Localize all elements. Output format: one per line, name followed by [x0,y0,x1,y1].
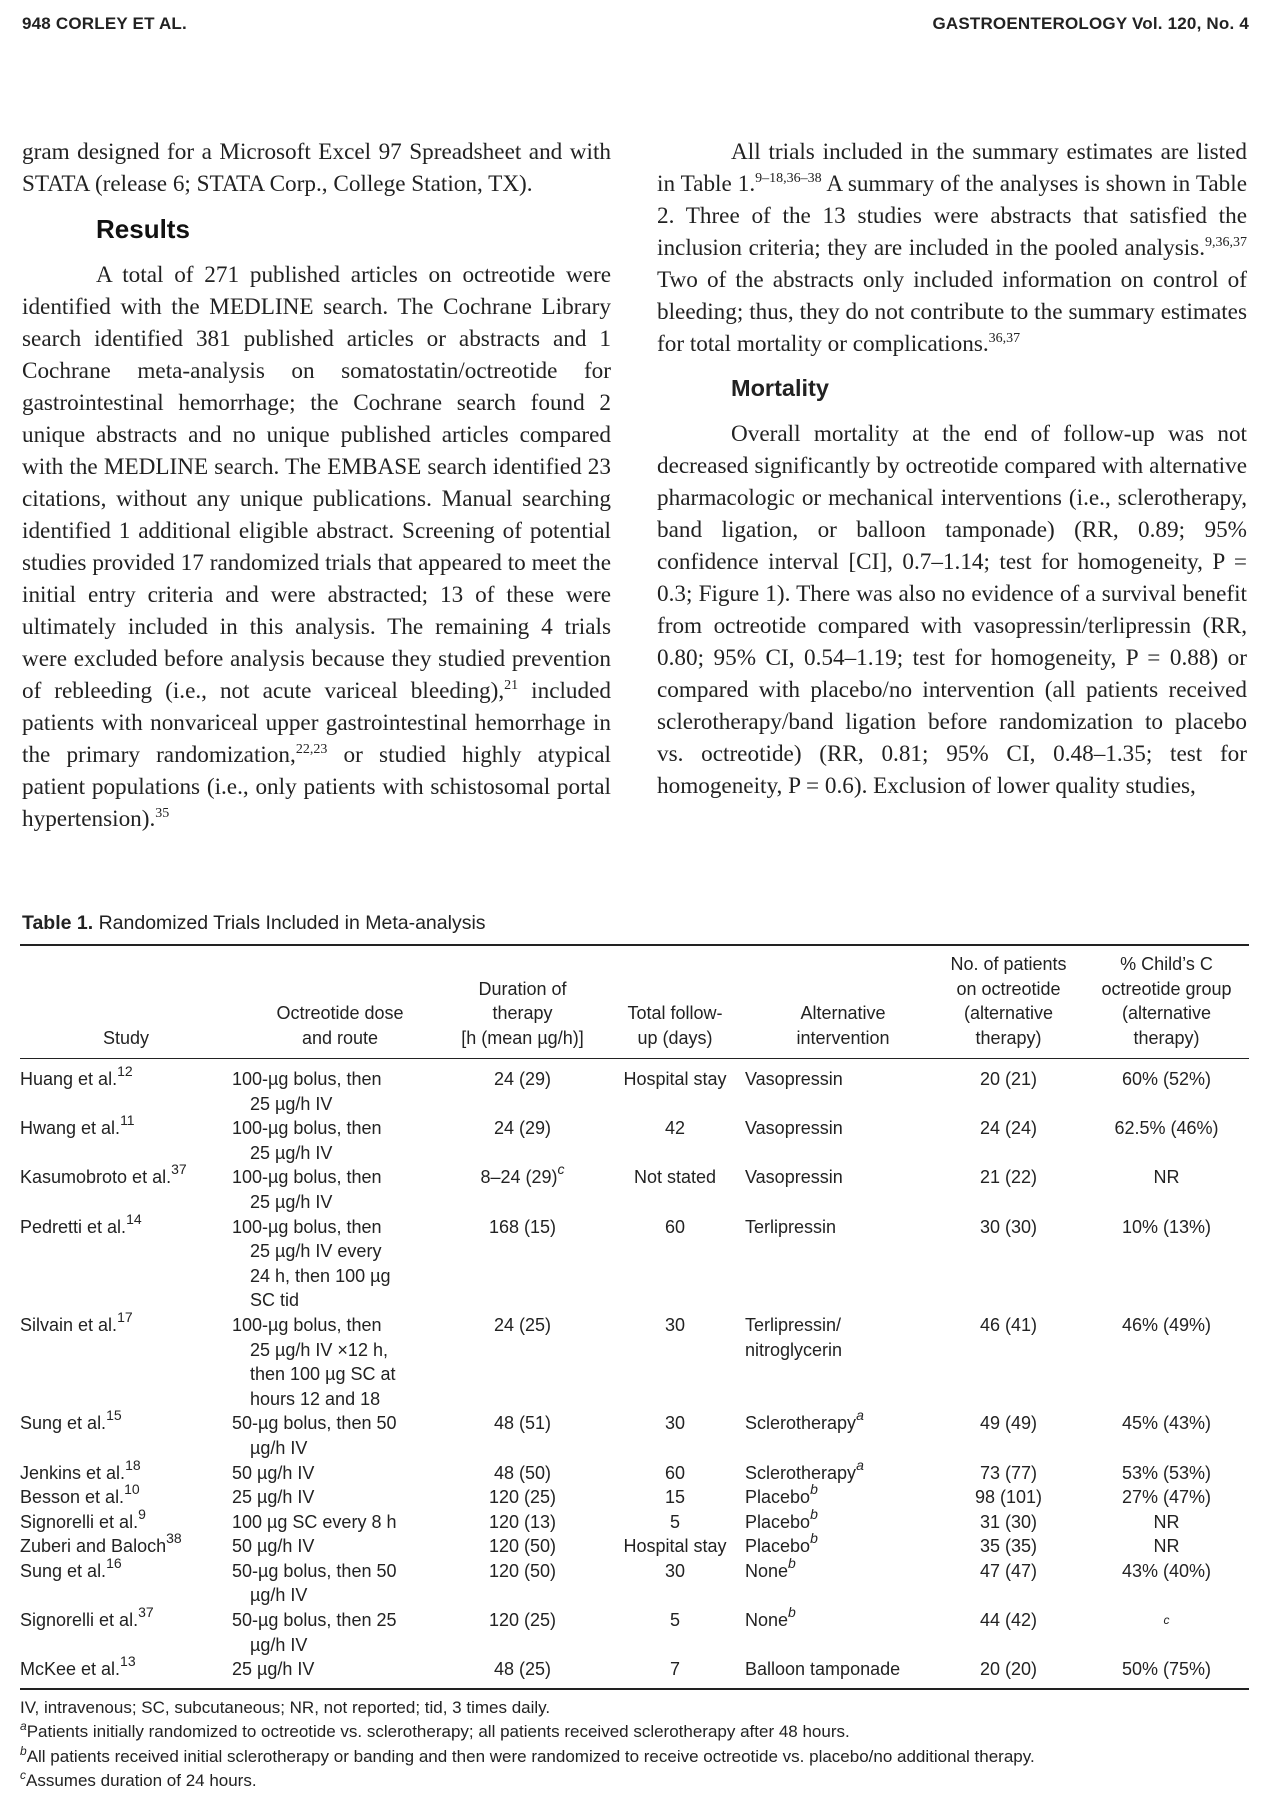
cell-study-mark: 37 [138,1604,154,1621]
cell-followup [605,1313,745,1411]
cell-study-mark: 16 [106,1554,122,1571]
cell-study [20,1407,232,1460]
cell-patients-text: 31 (30) [979,1511,1038,1532]
cell-patients-text: 98 (101) [974,1487,1043,1508]
cell-followup-text: 60 [664,1216,686,1237]
cell-duration-text: 120 (13) [488,1511,557,1532]
cell-dose [232,1165,440,1214]
right-column [657,136,1247,802]
dose-line: 50-µg bolus, then 50 [232,1560,397,1581]
cell-study [20,1554,232,1608]
cell-followup [605,1116,745,1165]
cell-patients [933,1559,1084,1608]
cell-patients-text: 46 (41) [979,1314,1038,1335]
cell-patients [933,1534,1084,1559]
cell-alternative [745,1067,933,1116]
cell-childs-c-text: NR [1153,1511,1180,1532]
cell-study-mark: 13 [120,1653,136,1670]
dose-line: 25 µg/h IV [250,1142,333,1163]
cell-alternative-text: Vasopressin [745,1167,843,1188]
cell-alternative [745,1215,933,1313]
paragraph [657,136,1247,360]
cell-patients-text: 20 (21) [979,1069,1038,1089]
cell-study-mark: 9 [138,1505,146,1522]
cell-study [20,1481,232,1510]
column-header-dose: Octreotide dose and route [276,1003,404,1048]
cell-alternative-text: None [745,1560,789,1581]
cell-duration-text: 120 (50) [488,1536,557,1557]
cell-childs-c [1084,1510,1249,1535]
cell-followup [605,1165,745,1214]
cell-duration-text: 24 (29) [493,1069,552,1089]
cell-alternative [745,1116,933,1165]
table-row [20,1407,1249,1460]
cell-patients-text: 30 (30) [979,1216,1038,1237]
cell-study-mark: 12 [117,1063,133,1079]
cell-patients [933,1485,1084,1510]
footnote [20,1745,1249,1770]
cell-duration [440,1559,605,1608]
cell-alternative [745,1554,933,1608]
cell-study-text: Sung et al. [20,1413,107,1434]
cell-followup-text: 30 [664,1413,686,1434]
cell-followup-text: Not stated [633,1167,717,1188]
cell-alternative-text: None [745,1610,789,1631]
cell-childs-c-text: NR [1153,1167,1180,1188]
cell-alternative [745,1456,933,1486]
cell-patients [933,1608,1084,1657]
cell-childs-c [1084,1067,1249,1116]
cell-patients [933,1411,1084,1460]
dose-line: SC tid [250,1290,300,1311]
cell-followup [605,1534,745,1559]
column-header-childs-c: % Child’s C octreotide group (alternative therapy) [1101,954,1232,1048]
cell-study-text: Signorelli et al. [20,1610,139,1631]
cell-followup [605,1485,745,1510]
cell-patients [933,1215,1084,1313]
cell-dose-text: 50 µg/h IV [232,1462,315,1483]
cell-followup [605,1657,745,1682]
footnote [20,1720,1249,1745]
dose-line: µg/h IV [250,1634,308,1655]
cell-childs-c [1084,1215,1249,1313]
text-run: A summary of the analyses is shown in Table 2. Three of the 13 studies were abstracts that satisfied the inclusion criteria; they are included in the pooled analysis. [657,171,1248,261]
cell-alternative-mark: b [788,1554,796,1571]
footnote-mark: c [20,1768,26,1783]
cell-study-text: McKee et al. [20,1659,121,1680]
cell-duration-text: 48 (25) [493,1659,552,1680]
dose-line: 100-µg bolus, then [232,1118,382,1139]
cell-duration [440,1485,605,1510]
cell-duration [440,1313,605,1411]
cell-patients-text: 21 (22) [979,1167,1038,1188]
dose-line: 100-µg bolus, then [232,1216,382,1237]
cell-alternative-text: Placebo [745,1536,811,1557]
cell-followup [605,1215,745,1313]
cell-alternative-text: Sclerotherapy [745,1413,857,1434]
column-header-alternative: Alternative intervention [796,1003,890,1048]
section-heading-mortality: Mortality [731,375,829,401]
cell-patients-text: 49 (49) [979,1413,1038,1434]
cell-childs-c [1084,1559,1249,1608]
paragraph: gram designed for a Microsoft Excel 97 Spreadsheet and with STATA (release 6; STATA Corp., College Station, TX). [22,139,611,197]
cell-childs-c [1084,1608,1249,1657]
cell-followup-text: 42 [664,1118,686,1139]
cell-followup-text: 30 [664,1560,686,1581]
cell-duration [440,1510,605,1535]
cell-study [20,1505,232,1535]
dose-line: µg/h IV [250,1437,308,1458]
cell-followup-text: 30 [664,1314,686,1335]
section-heading-results: Results [96,214,190,244]
cell-duration [440,1534,605,1559]
left-column [22,136,611,835]
cell-followup-text: Hospital stay [623,1536,727,1557]
cell-childs-c-text: 60% (52%) [1121,1069,1212,1089]
cell-followup-text: Hospital stay [623,1069,727,1089]
running-header-left: 948 CORLEY ET AL. [22,14,187,33]
footnote-mark: a [20,1719,27,1734]
text-run: All trials included in the summary estimates are listed in Table 1. [657,139,1247,197]
cell-dose-text [232,1215,440,1313]
table-row [20,1161,1249,1214]
cell-childs-c-text: 50% (75%) [1121,1659,1212,1680]
cell-patients [933,1510,1084,1535]
cell-dose [232,1534,440,1559]
column-header-followup: Total follow- up (days) [627,1003,723,1048]
cell-followup [605,1608,745,1657]
cell-dose-text: 25 µg/h IV [232,1659,315,1680]
cell-duration [440,1116,605,1165]
cell-alternative-mark: a [856,1456,864,1473]
cell-study [20,1653,232,1682]
cell-dose-text [232,1067,440,1116]
cell-patients [933,1165,1084,1214]
cell-patients-text: 35 (35) [979,1536,1038,1557]
footnote [20,1696,1249,1721]
table-header [20,946,1249,1058]
cell-alternative [745,1657,933,1682]
cell-dose-text: 25 µg/h IV [232,1487,315,1508]
cell-patients [933,1657,1084,1682]
cell-study-mark: 11 [120,1112,135,1129]
dose-line: 25 µg/h IV every [250,1241,382,1262]
cell-alternative-mark: b [810,1481,818,1498]
table-title: Randomized Trials Included in Meta-analysis [93,912,486,934]
citation: 9,36,37 [1205,235,1247,250]
cell-duration [440,1215,605,1313]
cell-followup-text: 5 [669,1610,680,1631]
cell-study-text: Silvain et al. [20,1314,118,1335]
cell-duration [440,1161,605,1214]
table-row [20,1530,1249,1559]
cell-alternative-text: Terlipressin/ nitroglycerin [745,1314,843,1360]
table-row [20,1063,1249,1116]
cell-alternative-text: Placebo [745,1487,811,1508]
cell-patients-text: 47 (47) [979,1560,1038,1581]
cell-study-mark: 15 [106,1407,122,1424]
cell-alternative-mark: a [856,1407,864,1424]
footnote-mark: b [20,1743,27,1758]
table-row [20,1456,1249,1486]
table-row [20,1308,1249,1411]
dose-line: 100-µg bolus, then [232,1167,382,1188]
cell-alternative [745,1604,933,1657]
table-label: Table 1. [22,912,94,934]
column-header-patients: No. of patients on octreotide (alternative therapy) [950,954,1067,1048]
cell-study-text: Besson et al. [20,1487,125,1508]
text-run: included patients with nonvariceal upper gastrointestinal hemorrhage in the primary randomization, [22,678,611,768]
dose-line: 25 µg/h IV ×12 h, [250,1339,388,1360]
cell-duration-text: 120 (25) [488,1487,557,1508]
citation: 21 [504,678,519,693]
citation: 9–18,36–38 [755,171,822,186]
dose-line: 100-µg bolus, then [232,1314,382,1335]
cell-childs-c [1084,1116,1249,1165]
cell-dose-text [232,1559,440,1608]
dose-line: then 100 µg SC at [250,1364,396,1385]
text-run: Two of the abstracts only included information on control of bleeding; thus, they do not contribute to the summary estimates for total mortality or complications. [657,267,1247,357]
cell-study [20,1063,232,1116]
cell-followup-text: 15 [664,1487,686,1508]
cell-alternative [745,1407,933,1460]
footnote [20,1769,1249,1794]
cell-dose [232,1608,440,1657]
cell-dose [232,1559,440,1608]
column-header-duration: Duration of therapy [h (mean µg/h)] [461,978,584,1048]
cell-alternative-text: Sclerotherapy [745,1462,857,1483]
cell-study [20,1112,232,1165]
cell-followup-text: 60 [664,1462,686,1483]
cell-followup [605,1510,745,1535]
cell-childs-c [1084,1657,1249,1682]
cell-patients-text: 20 (20) [979,1659,1038,1680]
cell-patients [933,1116,1084,1165]
cell-study-mark: 37 [171,1161,187,1178]
cell-childs-c-text: 43% (40%) [1121,1560,1212,1581]
cell-dose-text [232,1165,440,1214]
cell-duration-text: 120 (50) [488,1560,557,1581]
cell-dose [232,1116,440,1165]
citation: 35 [155,806,170,821]
cell-alternative [745,1165,933,1214]
citation: 22,23 [295,742,328,757]
cell-dose [232,1657,440,1682]
cell-study-text: Signorelli et al. [20,1511,139,1532]
cell-childs-c-text: 53% (53%) [1121,1462,1212,1483]
cell-dose [232,1485,440,1510]
cell-duration-text: 24 (25) [493,1314,552,1335]
cell-patients-text: 24 (24) [979,1118,1038,1139]
cell-childs-c [1084,1485,1249,1510]
table-row [20,1481,1249,1510]
cell-duration [440,1067,605,1116]
cell-study [20,1530,232,1559]
cell-study [20,1308,232,1411]
cell-alternative [745,1313,933,1411]
cell-duration-mark: c [557,1161,565,1178]
dose-line: 50-µg bolus, then 25 [232,1610,397,1631]
table-body [20,1059,1249,1688]
running-header-right: GASTROENTEROLOGY Vol. 120, No. 4 [932,14,1249,33]
cell-study-mark: 10 [124,1481,140,1498]
cell-patients [933,1313,1084,1411]
cell-childs-c [1084,1411,1249,1460]
cell-dose-text [232,1116,440,1165]
paragraph: Overall mortality at the end of follow-up was not decreased significantly by octreotide compared with alternative pharmacologic or mechanical interventions (i.e., sclerotherapy, band ligation, or balloon tamponade) (RR, 0.89; 95% confidence interval [CI], 0.7–1.14; test for homogeneity, P = 0.3; Figure 1). There was also no evidence of a survival benefit from octreotide compared with vasopressin/terlipressin (RR, 0.80; 95% CI, 0.54–1.19; test for homogeneity, P = 0.88) or compared with placebo/no intervention (all patients received sclerotherapy/band ligation before randomization to placebo vs. octreotide) (RR, 0.81; 95% CI, 0.48–1.35; test for homogeneity, P = 0.6). Exclusion of lower quality studies, [657,421,1247,799]
cell-childs-c [1084,1313,1249,1411]
cell-dose [232,1461,440,1486]
cell-study-mark: 38 [166,1530,182,1547]
cell-followup [605,1461,745,1486]
cell-alternative-text: Vasopressin [745,1118,843,1139]
cell-dose [232,1510,440,1535]
cell-dose [232,1411,440,1460]
dose-line: hours 12 and 18 [250,1388,381,1409]
cell-alternative [745,1481,933,1510]
cell-childs-c-text: 10% (13%) [1121,1216,1212,1237]
cell-dose [232,1313,440,1411]
footnote-text: Assumes duration of 24 hours. [26,1771,257,1791]
table-caption [22,912,486,935]
cell-patients-text: 73 (77) [979,1462,1038,1483]
table-row [20,1604,1249,1657]
cell-childs-c [1084,1461,1249,1486]
cell-dose-text [232,1313,440,1411]
text-run: or studied highly atypical patient populations (i.e., only patients with schistosomal portal hypertension). [22,742,611,832]
text-run: A total of 271 published articles on octreotide were identified with the MEDLINE search. The Cochrane Library search identified 381 published articles or abstracts and 1 Cochrane meta-analysis on somatostatin/octreotide for gastrointestinal hemorrhage; the Cochrane search found 2 unique abstracts and no unique published articles compared with the MEDLINE search. The EMBASE search identified 23 citations, without any unique publications. Manual searching identified 1 additional eligible abstract. Screening of potential studies provided 17 randomized trials that appeared to meet the initial entry criteria and were abstracted; 13 of these were ultimately included in this analysis. The remaining 4 trials were excluded before analysis because they studied prevention of rebleeding (i.e., not acute variceal bleeding), [22,262,611,704]
cell-study-mark: 14 [126,1210,142,1227]
cell-childs-c-text: NR [1153,1536,1180,1557]
cell-alternative-mark: b [810,1505,818,1522]
cell-dose [232,1215,440,1313]
cell-duration-text: 8–24 (29) [480,1167,558,1188]
cell-study-text: Sung et al. [20,1560,107,1581]
cell-study [20,1210,232,1313]
cell-alternative-text: Vasopressin [745,1069,843,1089]
cell-followup [605,1067,745,1116]
cell-alternative-text: Terlipressin [745,1216,837,1237]
cell-childs-c [1084,1534,1249,1559]
cell-alternative-text: Balloon tamponade [745,1659,901,1680]
cell-duration-text: 24 (29) [493,1118,552,1139]
cell-duration-text: 168 (15) [488,1216,557,1237]
dose-line: 100-µg bolus, then [232,1069,382,1089]
cell-duration [440,1608,605,1657]
cell-dose [232,1067,440,1116]
cell-alternative-text: Placebo [745,1511,811,1532]
footnote-text: Patients initially randomized to octreotide vs. sclerotherapy; all patients received sclerotherapy after 48 hours. [26,1722,850,1742]
cell-dose-text [232,1411,440,1460]
cell-patients [933,1461,1084,1486]
cell-study-text: Hwang et al. [20,1118,121,1139]
cell-childs-c [1084,1165,1249,1214]
cell-followup-text: 5 [669,1511,680,1532]
cell-alternative [745,1530,933,1559]
cell-duration [440,1657,605,1682]
cell-alternative-mark: b [788,1604,796,1621]
cell-duration-text: 48 (50) [493,1462,552,1483]
cell-childs-c-text: c [1163,1613,1170,1628]
cell-duration [440,1411,605,1460]
cell-study-text: Pedretti et al. [20,1216,127,1237]
dose-line: 50-µg bolus, then 50 [232,1413,397,1434]
cell-followup [605,1559,745,1608]
cell-study-mark: 18 [125,1456,141,1473]
cell-study-mark: 17 [117,1308,133,1325]
table-row [20,1554,1249,1608]
cell-alternative [745,1505,933,1535]
dose-line: 25 µg/h IV [250,1191,333,1212]
cell-dose-text [232,1608,440,1657]
paragraph [22,259,611,835]
cell-study [20,1161,232,1214]
cell-dose-text: 50 µg/h IV [232,1536,315,1557]
table-row [20,1112,1249,1165]
cell-childs-c-text: 27% (47%) [1121,1487,1212,1508]
table-row [20,1505,1249,1535]
cell-patients [933,1067,1084,1116]
cell-alternative-mark: b [810,1530,818,1547]
cell-study-text: Kasumobroto et al. [20,1167,172,1188]
cell-patients-text: 44 (42) [979,1610,1038,1631]
cell-study-text: Huang et al. [20,1069,118,1089]
citation: 36,37 [988,331,1021,346]
dose-line: 24 h, then 100 µg [250,1265,391,1286]
table-1 [20,944,1249,1794]
table-footnotes [20,1690,1249,1794]
footnote-text: All patients received initial sclerotherapy or banding and then were randomized to receive octreotide vs. placebo/no additional therapy. [26,1746,1035,1766]
cell-study-text: Jenkins et al. [20,1462,126,1483]
dose-line: µg/h IV [250,1585,308,1606]
cell-study [20,1604,232,1657]
cell-dose-text: 100 µg SC every 8 h [232,1511,397,1532]
cell-duration-text: 48 (51) [493,1413,552,1434]
cell-childs-c-text: 46% (49%) [1121,1314,1212,1335]
cell-study-text: Zuberi and Baloch [20,1536,167,1557]
cell-followup-text: 7 [669,1659,680,1680]
cell-childs-c-text: 45% (43%) [1121,1413,1212,1434]
dose-line: 25 µg/h IV [250,1093,333,1114]
footnote-text: IV, intravenous; SC, subcutaneous; NR, not reported; tid, 3 times daily. [20,1697,551,1717]
cell-followup [605,1411,745,1460]
table-row [20,1210,1249,1313]
cell-childs-c-text: 62.5% (46%) [1114,1118,1219,1139]
cell-duration [440,1461,605,1486]
table-row [20,1653,1249,1682]
column-header-study: Study [102,1027,150,1048]
cell-duration-text: 120 (25) [488,1610,557,1631]
